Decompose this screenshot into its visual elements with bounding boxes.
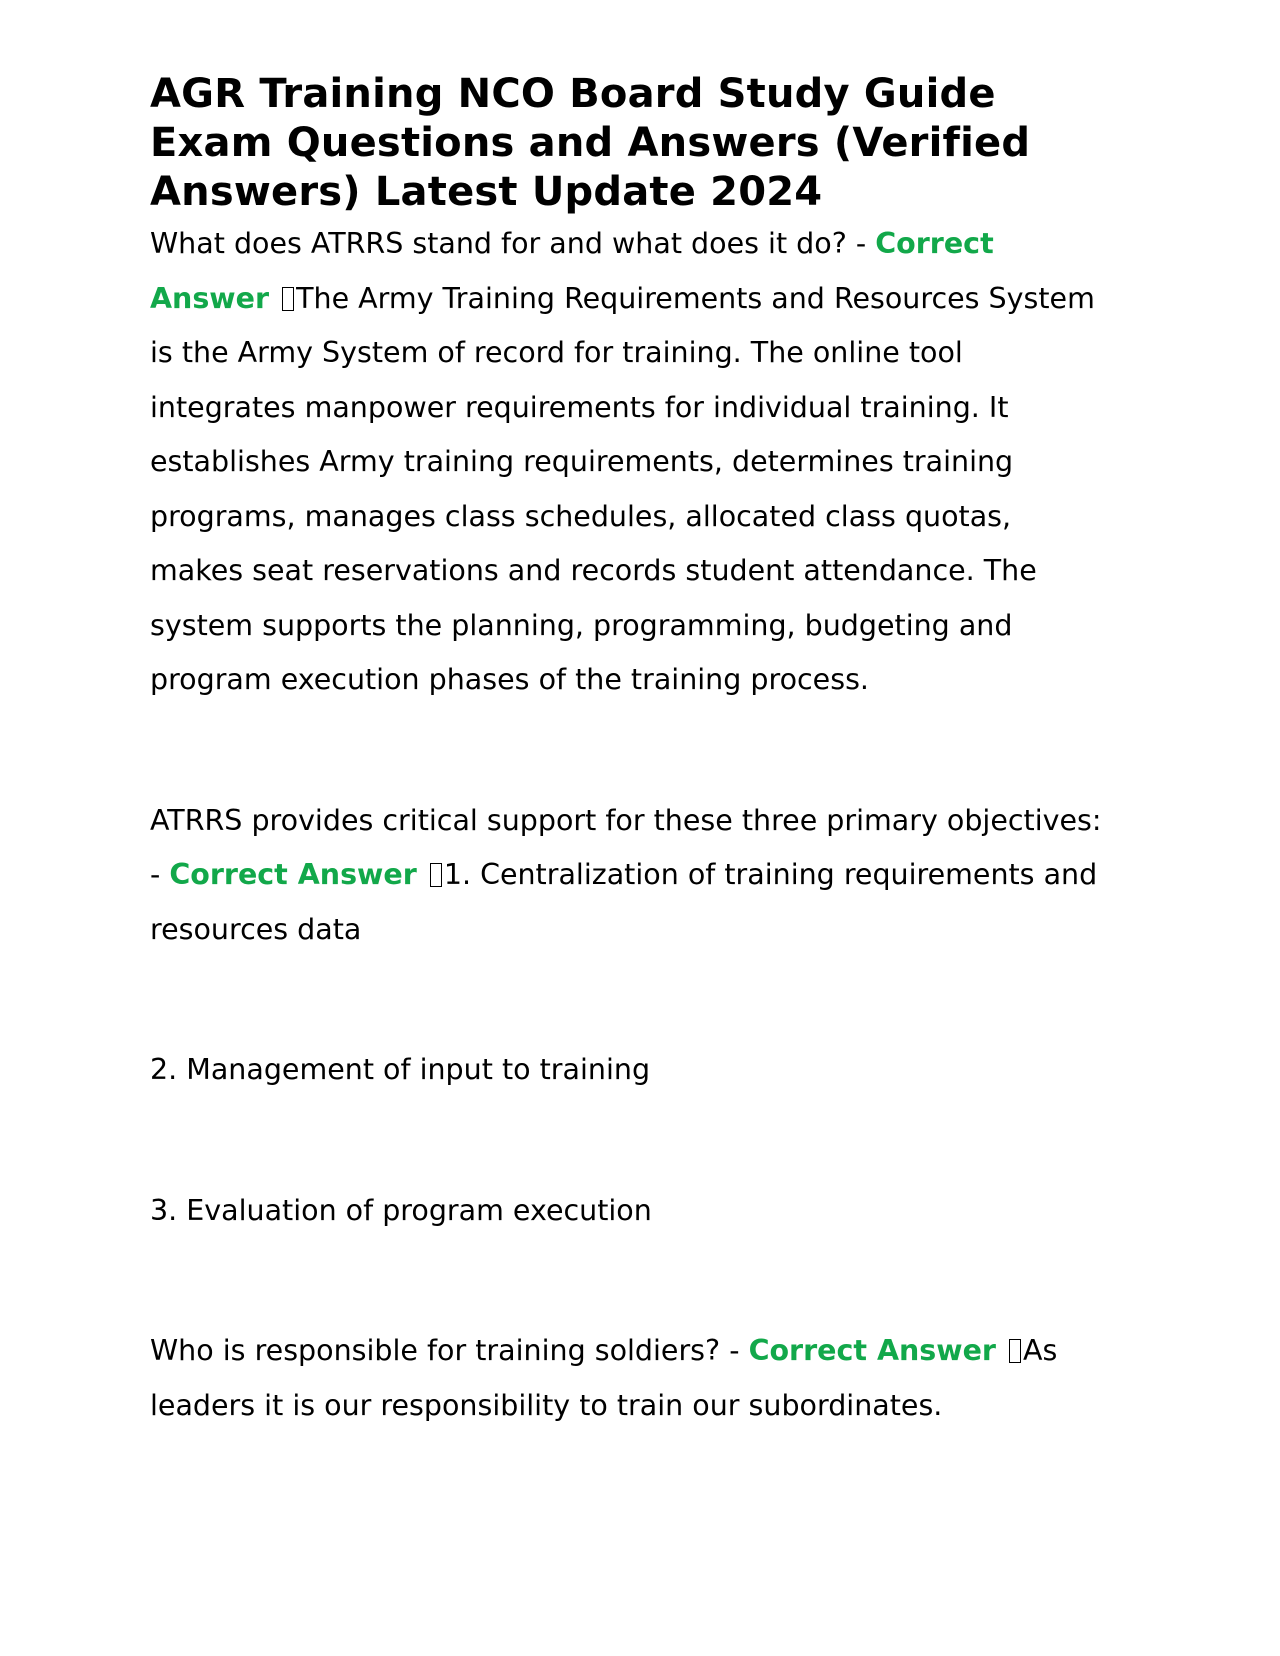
- correct-answer-label: Correct Answer: [748, 1334, 996, 1367]
- missing-glyph-icon: [430, 863, 442, 887]
- paragraph-spacer: [150, 1238, 1110, 1324]
- question-text: Who is responsible for training soldiers?: [150, 1334, 721, 1367]
- answer-text: 1. Centralization of training requirements and resources data: [150, 858, 1098, 946]
- answer-continuation: 2. Management of input to training: [150, 1053, 651, 1086]
- missing-glyph-icon: [282, 287, 294, 311]
- separator: -: [846, 227, 876, 260]
- separator: -: [720, 1334, 749, 1367]
- document-title: AGR Training NCO Board Study Guide Exam Questions and Answers (Verified Answers) Latest Update 2024: [150, 71, 1031, 215]
- document-page: [150, 70, 1110, 1433]
- paragraph-spacer: [150, 708, 1110, 794]
- answer-text: As leaders it is our responsibility to train our subordinates.: [150, 1334, 1058, 1422]
- question-text: What does ATRRS stand for and what does it do?: [150, 227, 847, 260]
- qa-entry: [150, 794, 1110, 958]
- answer-continuation: 3. Evaluation of program execution: [150, 1193, 652, 1227]
- missing-glyph-icon: [1009, 1339, 1021, 1363]
- answer-text: The Army Training Requirements and Resources System is the Army System of record for training. The online tool integrates manpower requirements for individual training. It establishes Army training requirements, determines training programs, manages class schedules, allocated class quotas, makes seat reservations and records student attendance. The system supports the planning, programming, budgeting and program execution phases of the training process.: [150, 281, 1095, 696]
- question-text: ATRRS provides critical support for these three primary objectives:: [150, 803, 1102, 837]
- correct-answer-label: Correct Answer: [169, 858, 417, 891]
- paragraph-spacer: [150, 1098, 1110, 1184]
- qa-entry: [150, 1324, 1110, 1433]
- qa-entry: [150, 217, 1110, 708]
- correct-answer-label: Correct Answer: [150, 227, 994, 315]
- separator: -: [150, 858, 170, 891]
- paragraph-spacer: [150, 957, 1110, 1043]
